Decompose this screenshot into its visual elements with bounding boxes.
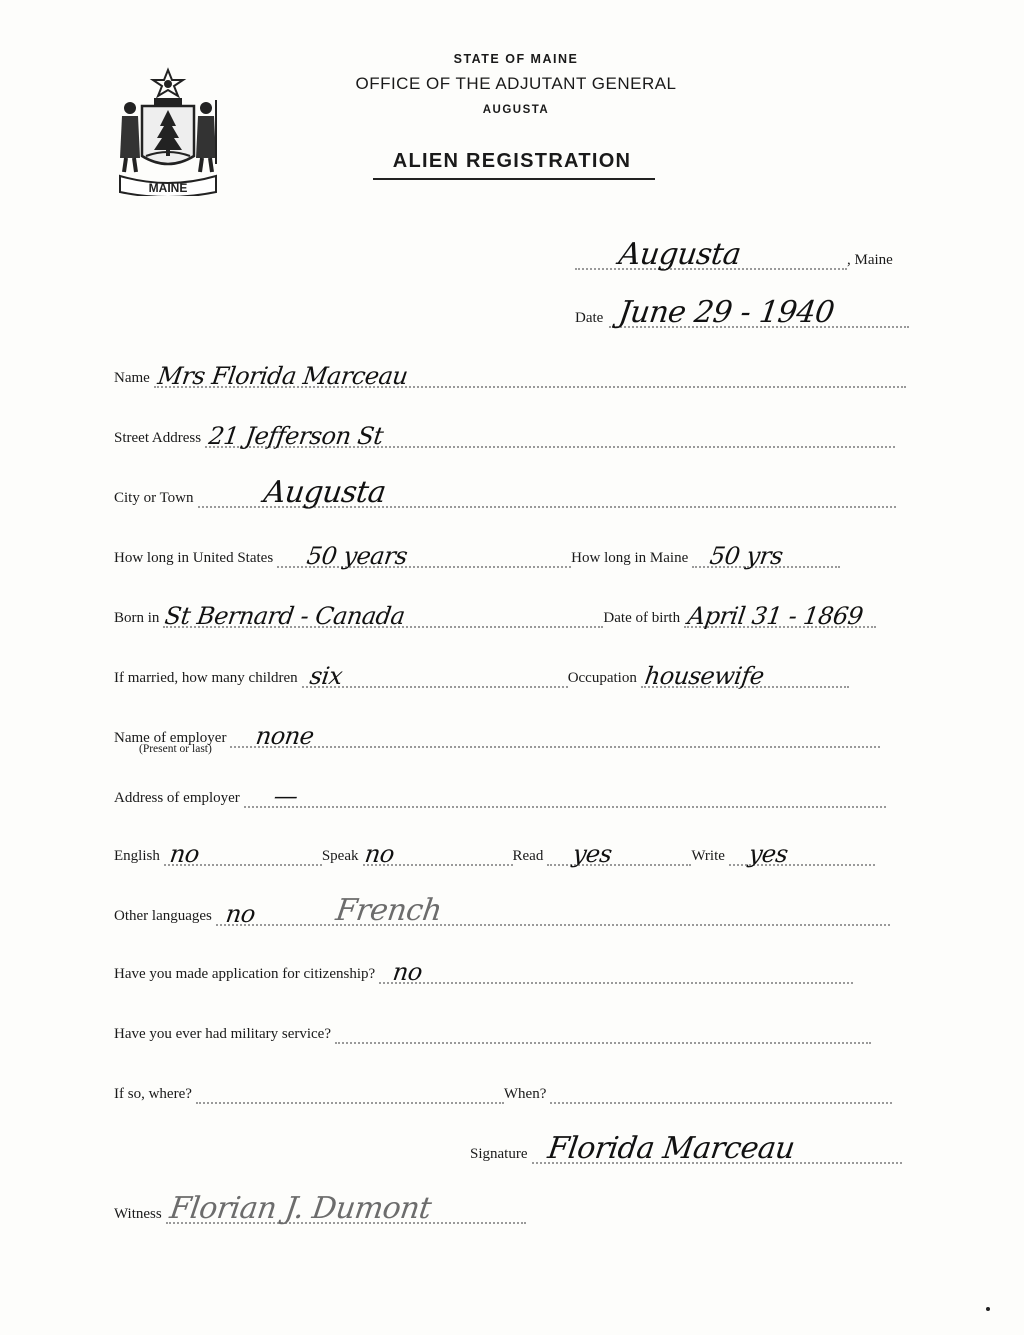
- date-label: Date: [575, 310, 604, 326]
- born-label: Born in: [114, 610, 160, 626]
- english-label: English: [114, 848, 160, 864]
- when-label: When?: [503, 1086, 547, 1102]
- maine-duration-label: How long in Maine: [571, 550, 689, 566]
- header-state: STATE OF MAINE: [453, 52, 579, 66]
- street-label: Street Address: [114, 430, 202, 446]
- employer-label: Name of employer: [114, 730, 227, 746]
- where-label: If so, where?: [114, 1086, 192, 1102]
- scan-mark: [986, 1307, 990, 1311]
- citizenship-label: Have you made application for citizenship?: [114, 966, 376, 982]
- birth-row: [114, 598, 876, 628]
- dob-label: Date of birth: [603, 610, 681, 626]
- name-field[interactable]: [154, 360, 906, 388]
- signature-value: Florida Marceau: [545, 1131, 797, 1166]
- city-row: [114, 475, 896, 510]
- other-languages-row: [114, 893, 890, 928]
- speak-label: Speak: [321, 848, 359, 864]
- employer-address-label: Address of employer: [114, 790, 240, 806]
- children-field[interactable]: [302, 660, 568, 688]
- dob-value: April 31 - 1869: [686, 602, 865, 630]
- witness-value: Florian J. Dumont: [167, 1191, 433, 1226]
- military-row: [114, 1014, 871, 1044]
- occupation-field[interactable]: [641, 660, 849, 688]
- date-value: June 29 - 1940: [616, 295, 837, 330]
- children-label: If married, how many children: [114, 670, 298, 686]
- street-value: 21 Jefferson St: [207, 422, 385, 450]
- us-duration-label: How long in United States: [114, 550, 274, 566]
- date-row: [575, 295, 909, 330]
- write-field[interactable]: [729, 838, 875, 866]
- employer-address-row: [114, 778, 886, 808]
- us-duration-field[interactable]: [277, 540, 571, 568]
- children-value: six: [307, 662, 344, 690]
- read-label: Read: [512, 848, 544, 864]
- english-field[interactable]: [164, 838, 322, 866]
- employer-value: none: [254, 722, 317, 750]
- employer-field[interactable]: [230, 720, 880, 748]
- citizenship-value: no: [391, 958, 425, 986]
- military-field[interactable]: [335, 1016, 871, 1044]
- date-field[interactable]: [609, 295, 909, 330]
- name-row: [114, 358, 906, 388]
- children-row: [114, 658, 849, 688]
- where-when-row: [114, 1074, 892, 1104]
- other-languages-field[interactable]: [216, 893, 890, 928]
- witness-field[interactable]: [166, 1191, 526, 1226]
- header-office: OFFICE OF THE ADJUTANT GENERAL: [355, 74, 677, 93]
- other-languages-extra: French: [333, 893, 444, 928]
- dob-field[interactable]: [684, 600, 876, 628]
- name-label: Name: [114, 370, 150, 386]
- street-field[interactable]: [205, 420, 895, 448]
- us-duration-value: 50 years: [305, 542, 410, 570]
- employer-address-field[interactable]: [244, 780, 886, 808]
- employer-row: [114, 718, 880, 748]
- signature-row: [470, 1131, 902, 1166]
- read-field[interactable]: [547, 838, 691, 866]
- witness-row: [114, 1191, 526, 1226]
- occupation-value: housewife: [642, 662, 766, 690]
- when-field[interactable]: [550, 1076, 892, 1104]
- citizenship-row: [114, 954, 853, 984]
- place-field[interactable]: [575, 237, 847, 272]
- place-suffix: , Maine: [847, 252, 893, 268]
- maine-duration-field[interactable]: [692, 540, 840, 568]
- other-languages-label: Other languages: [114, 908, 212, 924]
- seal-banner-text: MAINE: [148, 181, 188, 195]
- language-row: [114, 836, 875, 866]
- signature-label: Signature: [470, 1146, 528, 1162]
- read-value: yes: [571, 840, 614, 868]
- speak-value: no: [362, 840, 396, 868]
- other-languages-value: no: [223, 900, 257, 928]
- speak-field[interactable]: [363, 838, 513, 866]
- employer-address-value: —: [271, 782, 300, 810]
- street-row: [114, 418, 895, 448]
- employer-sublabel: (Present or last): [139, 743, 212, 755]
- signature-field[interactable]: [532, 1131, 902, 1166]
- citizenship-field[interactable]: [379, 956, 853, 984]
- witness-label: Witness: [114, 1206, 162, 1222]
- header-city: AUGUSTA: [482, 104, 550, 116]
- place-value: Augusta: [616, 237, 743, 272]
- city-label: City or Town: [114, 490, 194, 506]
- occupation-label: Occupation: [567, 670, 637, 686]
- place-row: [575, 237, 893, 272]
- form-title: ALIEN REGISTRATION: [392, 150, 632, 172]
- where-field[interactable]: [196, 1076, 504, 1104]
- born-value: St Bernard - Canada: [163, 602, 407, 630]
- military-label: Have you ever had military service?: [114, 1026, 331, 1042]
- maine-duration-value: 50 yrs: [708, 542, 785, 570]
- write-value: yes: [746, 840, 790, 868]
- write-label: Write: [691, 848, 725, 864]
- born-field[interactable]: [163, 600, 603, 628]
- city-field[interactable]: [198, 475, 896, 510]
- title-underline: [373, 178, 655, 180]
- city-value: Augusta: [261, 475, 388, 510]
- english-value: no: [167, 840, 201, 868]
- duration-row: [114, 538, 840, 568]
- name-value: Mrs Florida Marceau: [155, 362, 410, 390]
